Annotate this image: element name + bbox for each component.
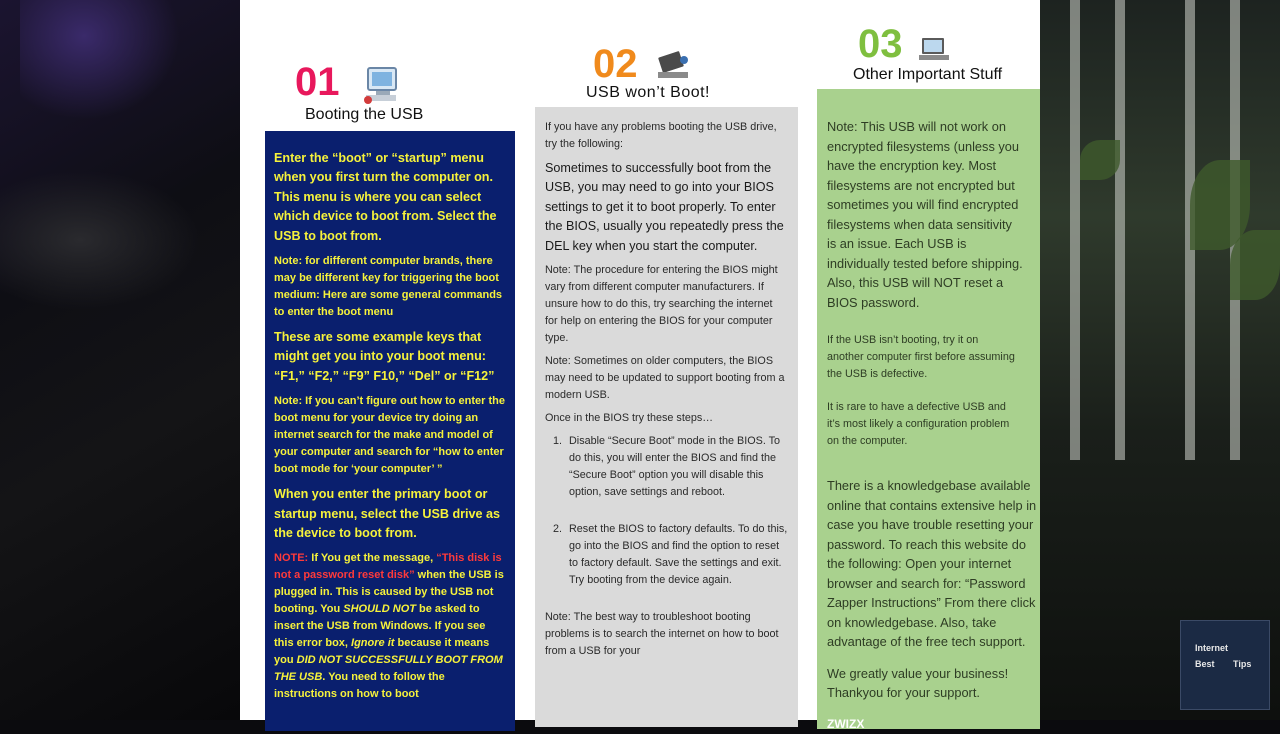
section-title: Booting the USB xyxy=(305,106,423,124)
computer-icon xyxy=(362,66,404,106)
text-line: sometimes you will find encrypted xyxy=(827,197,1018,212)
background-railing xyxy=(1115,0,1125,460)
text-line: It is rare to have a defective USB and xyxy=(827,401,1006,413)
text-line: filesystems are not encrypted but xyxy=(827,178,1015,193)
text-line: on the computer. xyxy=(827,435,907,447)
emphasis-text: DID NOT SUCCESSFULLY BOOT FROM THE USB xyxy=(274,654,503,683)
laptop-icon xyxy=(916,32,952,64)
instruction-paragraph: Enter the “boot” or “startup” menu when you first turn the computer on. This menu is where you can select which device to boot from. Select the USB to boot from. xyxy=(274,149,506,246)
background-left-blur xyxy=(0,0,240,720)
text-line: filesystems when data sensitivity xyxy=(827,217,1012,232)
text-line: another computer first before assuming xyxy=(827,351,1015,363)
watermark-text: Tips xyxy=(1233,659,1251,669)
background-leaf xyxy=(1080,140,1120,180)
steps-list xyxy=(545,433,788,589)
background-leaf xyxy=(1230,230,1280,300)
text-line: online that contains extensive help in xyxy=(827,498,1036,513)
list-item: 2. Reset the BIOS to factory defaults. To do this, go into the BIOS and find the option to reset to factory default. Save the settings and exit. Try booting from the device again. xyxy=(565,521,788,589)
section-title: Other Important Stuff xyxy=(853,66,1002,84)
emphasis-text: Ignore it xyxy=(351,637,394,649)
text-line: password. To reach this website do xyxy=(827,537,1026,552)
steps-intro: Once in the BIOS try these steps… xyxy=(545,410,788,427)
section-header-03 xyxy=(858,24,903,64)
text-line: Note: This USB will not work on xyxy=(827,119,1006,134)
text-span: because it means you xyxy=(274,637,489,666)
emphasis-text: SHOULD NOT xyxy=(343,603,416,615)
list-item: 1. Disable “Secure Boot” mode in the BIOS. To do this, you will enter the BIOS and find the “Secure Boot” option you will disable this option, save settings and reboot. xyxy=(565,433,788,501)
section-header-02 xyxy=(593,44,638,84)
usb-wont-boot-panel xyxy=(535,107,798,727)
section-title: USB won’t Boot! xyxy=(586,84,710,102)
note-paragraph: Note: for different computer brands, there may be different key for triggering the boot medium: Here are some general commands to enter the boot menu xyxy=(274,253,506,321)
boot-keys-paragraph: These are some example keys that might get you into your boot menu: “F1,” “F2,” “F9” F10,” “Del” or “F12” xyxy=(274,328,506,386)
text-line: it’s most likely a configuration problem xyxy=(827,418,1009,430)
text-line: the following: Open your internet xyxy=(827,556,1011,571)
troubleshoot-note xyxy=(827,332,1040,383)
text-line: on knowledgebase. Also, take xyxy=(827,615,996,630)
intro-paragraph: If you have any problems booting the USB drive, try the following: xyxy=(545,119,788,153)
text-line: BIOS password. xyxy=(827,295,919,310)
note-paragraph: Note: The procedure for entering the BIOS might vary from different computer manufacturers. If unsure how to do this, try searching the internet for help on entering the BIOS for your computer type. xyxy=(545,262,788,347)
channel-watermark-logo xyxy=(1180,620,1270,710)
other-important-stuff-panel xyxy=(817,89,1040,729)
text-line: If the USB isn’t booting, try it on xyxy=(827,334,978,346)
text-line: have the encryption key. Most xyxy=(827,158,996,173)
text-span: be asked to insert the USB from Windows. If you see this error box, xyxy=(274,603,485,649)
bios-paragraph: Sometimes to successfully boot from the USB, you may need to go into your BIOS settings to get it to boot properly. To enter the BIOS, usually you repeatedly press the DEL key when you start the computer. xyxy=(545,159,788,256)
encryption-note xyxy=(827,117,1040,312)
background-railing xyxy=(1070,0,1080,460)
text-span: If You get the message, xyxy=(308,552,436,564)
defect-note xyxy=(827,399,1040,450)
thank-you-note xyxy=(827,664,1040,703)
text-line: Also, this USB will NOT reset a xyxy=(827,275,1003,290)
note-paragraph: Note: Sometimes on older computers, the BIOS may need to be updated to support booting from a modern USB. xyxy=(545,353,788,404)
text-line: We greatly value your business! xyxy=(827,666,1008,681)
text-span: . You need to follow the instructions on how to boot xyxy=(274,671,445,700)
text-line: the USB is defective. xyxy=(827,368,927,380)
text-line: browser and search for: “Password xyxy=(827,576,1025,591)
text-span: when the USB is plugged in. This is caused by the USB not booting. You xyxy=(274,569,504,615)
instruction-paragraph: When you enter the primary boot or startup menu, select the USB drive as the device to boot from. xyxy=(274,485,506,543)
text-line: encrypted filesystems (unless you xyxy=(827,139,1019,154)
note-label: NOTE: xyxy=(274,552,308,564)
text-line: There is a knowledgebase available xyxy=(827,478,1030,493)
knowledgebase-note xyxy=(827,476,1040,652)
text-line: is an issue. Each USB is xyxy=(827,236,966,251)
background-object xyxy=(0,170,200,310)
section-number: 02 xyxy=(593,44,638,84)
text-line: case you have trouble resetting your xyxy=(827,517,1033,532)
text-line: Thankyou for your support. xyxy=(827,685,980,700)
note-paragraph: Note: The best way to troubleshoot booting problems is to search the internet on how to boot from a USB for your xyxy=(545,609,788,660)
laptop-user-icon xyxy=(652,50,694,82)
error-message-text: “This disk is not a password reset disk” xyxy=(274,552,502,581)
booting-usb-panel xyxy=(265,131,515,731)
section-number: 01 xyxy=(295,62,340,102)
text-line: advantage of the free tech support. xyxy=(827,634,1026,649)
background-glow xyxy=(20,0,180,120)
warning-paragraph xyxy=(274,550,506,703)
background-right-blur xyxy=(1040,0,1280,720)
document-page xyxy=(240,0,1040,720)
section-number: 03 xyxy=(858,24,903,64)
text-line: Zapper Instructions” From there click xyxy=(827,595,1035,610)
watermark-text: Best xyxy=(1195,659,1215,669)
section-header-01 xyxy=(295,62,340,102)
brand-name: ZWIZX xyxy=(827,715,1040,734)
watermark-text: Internet xyxy=(1195,643,1228,653)
text-line: individually tested before shipping. xyxy=(827,256,1023,271)
note-paragraph: Note: If you can’t figure out how to enter the boot menu for your device try doing an internet search for the make and model of your computer and search for “how to enter boot mode for ‘your computer’ ” xyxy=(274,393,506,478)
